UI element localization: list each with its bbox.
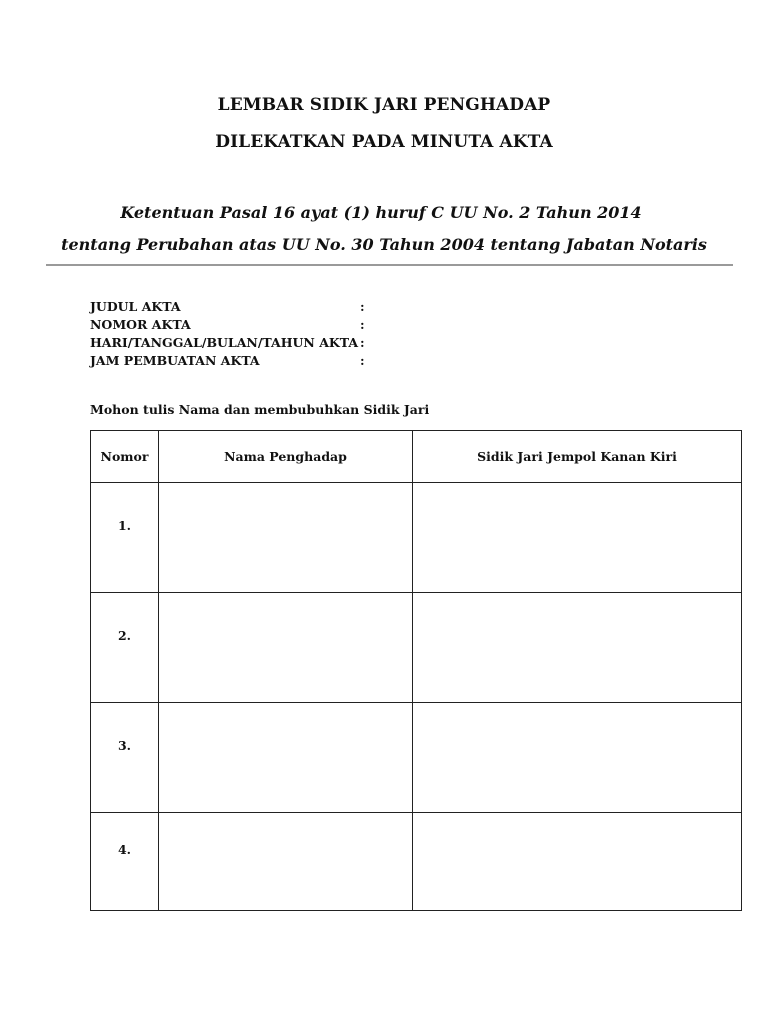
row-number-cell <box>91 593 159 703</box>
name-cell[interactable] <box>159 703 413 813</box>
field-colon: : <box>360 317 365 332</box>
document-title: LEMBAR SIDIK JARI PENGHADAP <box>217 95 551 115</box>
header-nama-penghadap: Nama Penghadap <box>159 431 413 483</box>
table-row <box>91 593 742 703</box>
field-label: HARI/TANGGAL/BULAN/TAHUN AKTA <box>90 335 359 350</box>
row-number: 3. <box>117 738 132 753</box>
document-title-line-2: DILEKATKAN PADA MINUTA AKTA <box>215 132 553 152</box>
name-cell[interactable] <box>159 593 413 703</box>
row-number: 1. <box>117 518 132 533</box>
table-row <box>91 483 742 593</box>
table-row <box>91 703 742 813</box>
legal-basis-line-1: Ketentuan Pasal 16 ayat (1) huruf C UU No. 2 Tahun 2014 <box>120 203 642 222</box>
name-cell[interactable] <box>159 813 413 911</box>
row-number: 2. <box>117 628 132 643</box>
fingerprint-cell[interactable] <box>413 593 742 703</box>
row-number-cell <box>91 703 159 813</box>
field-label: JAM PEMBUATAN AKTA <box>90 353 260 368</box>
row-number-cell <box>91 813 159 911</box>
field-label: JUDUL AKTA <box>90 299 181 314</box>
fingerprint-cell[interactable] <box>413 483 742 593</box>
field-colon: : <box>360 299 365 314</box>
field-judul-akta <box>90 298 390 316</box>
name-cell[interactable] <box>159 483 413 593</box>
table-row <box>91 813 742 911</box>
field-tanggal-akta <box>90 334 390 352</box>
row-number: 4. <box>117 842 132 857</box>
field-colon: : <box>360 335 365 350</box>
row-number-cell <box>91 483 159 593</box>
deed-info-fields <box>90 298 390 370</box>
header-sidik-jari: Sidik Jari Jempol Kanan Kiri <box>413 431 742 483</box>
field-jam-pembuatan <box>90 352 390 370</box>
horizontal-divider <box>46 264 733 266</box>
field-colon: : <box>360 353 365 368</box>
fingerprint-cell[interactable] <box>413 703 742 813</box>
field-label: NOMOR AKTA <box>90 317 191 332</box>
header-nomor: Nomor <box>91 431 159 483</box>
field-nomor-akta <box>90 316 390 334</box>
fingerprint-table <box>90 430 742 911</box>
legal-basis-line-2: tentang Perubahan atas UU No. 30 Tahun 2004 tentang Jabatan Notaris <box>61 235 707 254</box>
fingerprint-cell[interactable] <box>413 813 742 911</box>
instruction-text: Mohon tulis Nama dan membubuhkan Sidik Jari <box>90 402 430 417</box>
table-header-row <box>91 431 742 483</box>
